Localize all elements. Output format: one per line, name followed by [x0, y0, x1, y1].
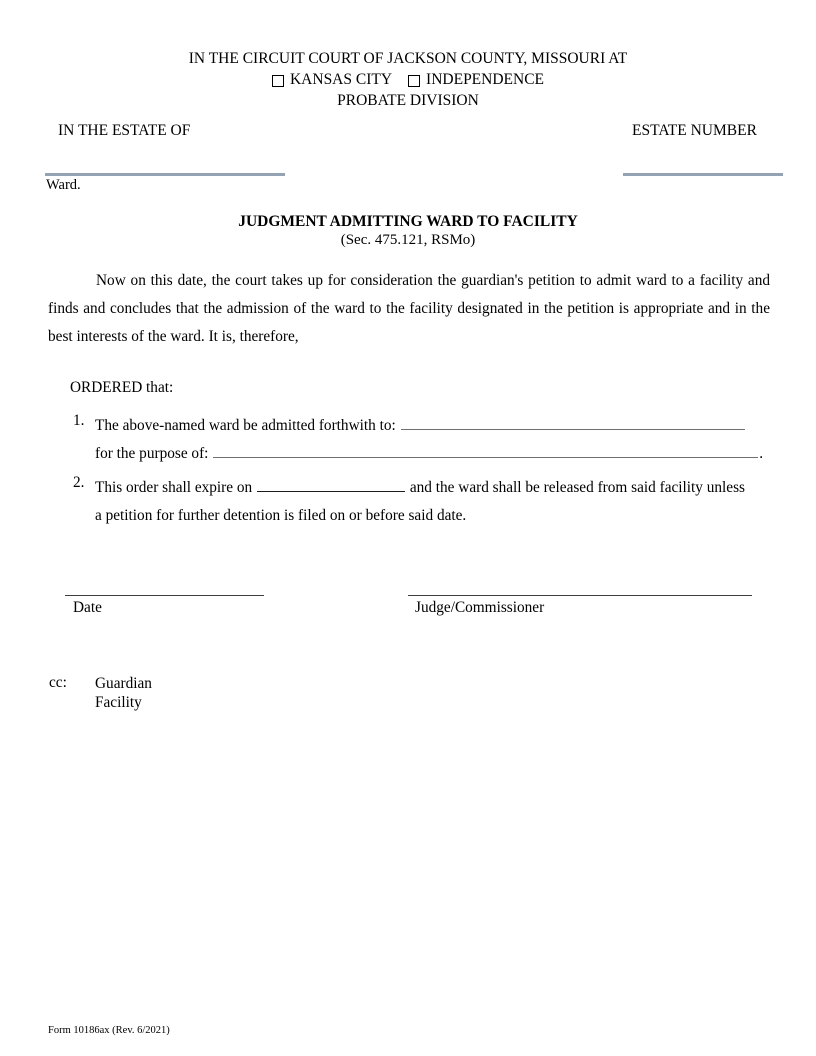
- statute-reference: (Sec. 475.121, RSMo): [340, 232, 476, 248]
- location-option-independence[interactable]: [408, 69, 544, 90]
- item-2-text-after: and the ward shall be released from said facility unless: [409, 479, 745, 496]
- estate-of-field-rule[interactable]: [45, 173, 285, 176]
- cc-label: cc:: [49, 674, 67, 691]
- item-1-purpose-text: for the purpose of:: [95, 445, 209, 462]
- item-1-line-2: [95, 440, 775, 468]
- court-name-line: IN THE CIRCUIT COURT OF JACKSON COUNTY, MISSOURI AT: [188, 50, 628, 67]
- cc-recipient-list: [95, 674, 152, 712]
- estate-number-field-rule[interactable]: [623, 173, 783, 176]
- facility-name-field[interactable]: [401, 415, 745, 430]
- location-label-kansas-city: KANSAS CITY: [289, 71, 393, 88]
- ordered-label: ORDERED that:: [70, 379, 174, 396]
- checkbox-independence-icon[interactable]: [408, 75, 420, 87]
- judge-signature-rule[interactable]: [408, 595, 752, 596]
- page-title: JUDGMENT ADMITTING WARD TO FACILITY: [238, 213, 578, 230]
- court-header: [0, 48, 816, 111]
- item-1: [95, 412, 775, 468]
- item-1-text: The above-named ward be admitted forthwith to:: [95, 417, 396, 434]
- date-label: Date: [73, 599, 102, 616]
- item-2-number: 2.: [73, 474, 85, 491]
- location-label-independence: INDEPENDENCE: [426, 71, 545, 88]
- cc-recipient-facility: Facility: [95, 694, 142, 711]
- recital-paragraph: Now on this date, the court takes up for consideration the guardian's petition to admit ward to a facility and finds and concludes that the admission of the ward to the facility designated in the petition is appropriate and in the best interests of the ward. It is, therefore,: [48, 272, 770, 345]
- court-location-row: [0, 69, 816, 90]
- estate-number-label: ESTATE NUMBER: [632, 122, 757, 139]
- item-1-period: .: [759, 445, 764, 462]
- estate-of-label: IN THE ESTATE OF: [58, 122, 191, 139]
- admission-purpose-field[interactable]: [213, 443, 758, 458]
- item-2-text-before: This order shall expire on: [95, 479, 253, 496]
- item-1-number: 1.: [73, 412, 85, 429]
- item-2-line-2: a petition for further detention is filed on or before said date.: [95, 507, 467, 524]
- date-signature-rule[interactable]: [65, 595, 264, 596]
- division-line: PROBATE DIVISION: [337, 92, 479, 109]
- expiration-date-field[interactable]: [257, 477, 405, 492]
- item-2: [95, 474, 775, 530]
- judge-commissioner-label: Judge/Commissioner: [415, 599, 545, 616]
- form-number-footer: Form 10186ax (Rev. 6/2021): [48, 1025, 170, 1036]
- ward-label: Ward.: [46, 177, 81, 193]
- cc-recipient-guardian: Guardian: [95, 675, 152, 692]
- checkbox-kansas-city-icon[interactable]: [272, 75, 284, 87]
- location-option-kansas-city[interactable]: [272, 69, 392, 90]
